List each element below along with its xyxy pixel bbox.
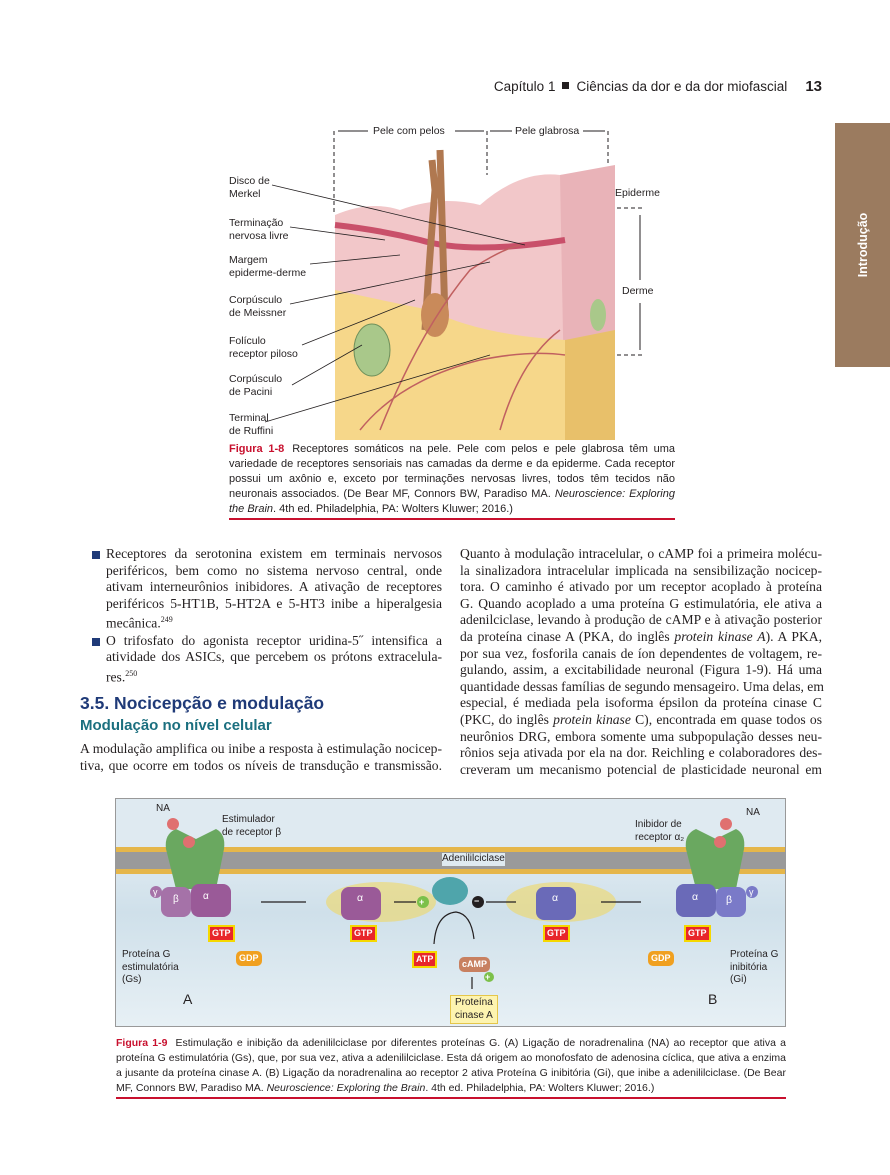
atp-badge: ATP [412, 951, 437, 968]
square-bullet-icon [92, 551, 100, 559]
line: Inibidor de [635, 819, 682, 830]
text-line: (PKC, do inglês protein kinase C), encontrada em quase todos os [460, 711, 822, 727]
caption-source: . 4th ed. Philadelphia, PA: Wolters Kluwer; 2016.) [425, 1082, 655, 1094]
beta-subunit-a: β [173, 894, 179, 905]
figure-label: Figura 1-9 [116, 1037, 168, 1049]
label-glabrous-skin: Pele glabrosa [515, 125, 580, 137]
line: de receptor β [222, 826, 282, 838]
figure-1-8 [0, 0, 890, 530]
receptor-label [229, 373, 282, 398]
plus-icon: + [419, 897, 425, 907]
label-line: receptor piloso [229, 347, 298, 360]
beta-subunit-b: β [726, 894, 733, 906]
panel-a-label: A [183, 991, 193, 1007]
bullet-item [92, 633, 442, 686]
label-adenylyl-cyclase: Adenililciclase [442, 853, 505, 864]
text-line: periféricos 5-HT1B, 5-HT2A e 5-HT3 inibe a hiperalgesia [106, 595, 442, 611]
text-line: rônios seja ativada por ela na dor. Reichling e colaboradores des- [460, 745, 822, 761]
left-paragraph [80, 741, 442, 774]
text-line [106, 612, 442, 632]
reference-number: 250 [125, 668, 138, 678]
divider [229, 518, 675, 520]
text-line: la sinalizadora intracelular implicada na sensibilização nocicep- [460, 562, 822, 578]
alpha-subunit-a: α [203, 891, 209, 902]
page-number: 13 [805, 78, 822, 95]
label-alpha2-inhibitor [635, 819, 684, 844]
alpha-subunit-free-a: α [357, 892, 364, 904]
figure-1-9 [115, 798, 786, 1027]
caption-source-title: Neuroscience: Exploring the Brain [229, 488, 675, 515]
text-line: ativam interneurônios inibidores. A ativação de receptores [106, 579, 442, 595]
line: estimulatória [122, 961, 179, 973]
figure-1-8-caption [229, 442, 675, 517]
text-line [106, 666, 442, 686]
label-line: de Ruffini [229, 424, 274, 437]
text-line: neurônios DRG, embora somente uma subpopulação desses neu- [460, 728, 822, 744]
plus-icon: + [485, 972, 491, 982]
alpha-subunit-free-b: α [552, 892, 559, 904]
text-line: Quanto à modulação intracelular, o cAMP foi a primeira molécu- [460, 546, 822, 561]
text-line: periféricos, bem como no sistema nervoso central, onde [106, 562, 442, 578]
reference-number: 249 [160, 615, 173, 625]
receptor-label [229, 335, 298, 360]
caption-text: Receptores somáticos na pele. Pele com pelos e pele glabrosa têm uma variedade de receptores sensoriais nas camadas da derme e da epiderme. Cada receptor possui um axônio e, exceto por terminações nervosas livres, todos têm tecidos não neuronais associados. (De Bear MF, Connors BW, Paradiso MA. [229, 443, 675, 500]
right-column [460, 546, 822, 778]
figure-1-9-caption [116, 1036, 786, 1096]
square-bullet-icon [92, 638, 100, 646]
minus-icon: − [474, 896, 480, 906]
label-line: Disco de [229, 175, 270, 187]
gtp-badge: GTP [543, 925, 570, 942]
text-line: quantidade dessas famílias de segundo mensageiro. Uma delas, em [460, 678, 824, 694]
line: cinase A [455, 1009, 493, 1021]
bullet-item [92, 546, 442, 633]
label-line: Terminação [229, 217, 284, 229]
line: receptor α₂ [635, 831, 685, 843]
gtp-badge: GTP [684, 925, 711, 942]
section-heading: 3.5. Nocicepção e modulação [80, 693, 325, 713]
label-gi [730, 949, 778, 987]
text-line: res. [106, 669, 126, 685]
figure-label: Figura 1-8 [229, 443, 285, 455]
text-line: G. Quando acoplado a uma proteína G estimulatória, ele ativa a [460, 595, 822, 611]
caption-source: . 4th ed. Philadelphia, PA: Wolters Kluwer; 2016.) [273, 503, 513, 515]
text-line: O trifosfato do agonista receptor uridina-5˝ intensifica a [106, 632, 442, 648]
text-line: mecânica. [106, 615, 161, 631]
text-line: da proteína cinase A (PKA, do inglês protein kinase A). A PKA, [460, 628, 823, 644]
text-line: creveram um mecanismo potencial de plasticidade neuronal em [460, 761, 822, 777]
label-line: Folículo [229, 335, 266, 347]
text-line: atividade dos ASICs, que percebem os prótons extracelula- [106, 649, 442, 665]
gdp-badge: GDP [236, 951, 262, 966]
panel-b-label: B [708, 991, 718, 1007]
adenylyl-cyclase-diagram [116, 799, 786, 1027]
text-line: por sua vez, fosforila canais de íon dependentes de voltagem, re- [460, 645, 822, 661]
line: Proteína G [122, 949, 171, 960]
subsection-heading: Modulação no nível celular [80, 717, 272, 734]
line: (Gi) [730, 974, 747, 985]
pka-box [450, 995, 498, 1024]
text-line: especial, é mediada pela isoforma épsilon da proteína cinase C [460, 695, 822, 711]
label-line: nervosa livre [229, 229, 289, 242]
line: (Gs) [122, 974, 142, 985]
label-na-right: NA [746, 807, 760, 818]
caption-text: Estimulação e inibição da adenililciclase por diferentes proteínas G. (A) Ligação de noradrenalina (NA) ao receptor que ativa a proteína G estimulatória (Gs), que, por sua vez, ativa a adenililciclase. Esta dá origem ao monofosfato de adenosina cíclica, que ativa a enzima a jusante da proteína cinase A. (B) Ligação da noradrenalina ao receptor 2 ativa Proteína G inibitória (Gi), que inibe a adenililciclase. (De Bear MF, Connors BW, Paradiso MA. [116, 1037, 786, 1094]
alpha-subunit-b: α [692, 891, 699, 903]
label-na-left: NA [156, 803, 170, 814]
text-line: adenilciclase, levando à produção de cAMP e à ativação posterior [460, 612, 822, 628]
text-line: A modulação amplifica ou inibe a resposta à estimulação nocicep- [80, 741, 442, 756]
label-line: Terminal [229, 412, 269, 424]
label-beta-stimulator [222, 814, 281, 839]
label-line: Corpúsculo [229, 373, 283, 385]
gtp-badge: GTP [350, 925, 377, 942]
text-line: tiva, que ocorre em todos os níveis de transdução e transmissão. [80, 757, 442, 773]
receptor-label [229, 217, 289, 242]
left-column [92, 546, 442, 686]
gtp-badge: GTP [208, 925, 235, 942]
line: Proteína G [730, 949, 779, 960]
gdp-badge: GDP [648, 951, 674, 966]
gamma-subunit-b: γ [749, 887, 754, 897]
receptor-label [229, 254, 306, 279]
text-line: gulando, assim, a excitabilidade neuronal (Figura 1-9). Há uma [460, 662, 822, 678]
gamma-subunit-a: γ [153, 887, 158, 897]
label-gs [122, 949, 179, 987]
label-line: Merkel [229, 187, 261, 200]
label-dermis: Derme [622, 285, 654, 297]
label-line: epiderme-derme [229, 266, 307, 279]
line: Proteína [455, 997, 493, 1008]
receptor-label [229, 412, 273, 437]
label-epidermis: Epiderme [615, 187, 660, 199]
text-line: Receptores da serotonina existem em terminais nervosos [106, 546, 442, 561]
label-hairy-skin: Pele com pelos [373, 125, 445, 137]
receptor-label [229, 175, 270, 200]
chapter-label: Capítulo 1 [493, 79, 556, 94]
label-line: de Meissner [229, 306, 287, 319]
label-line: Margem [229, 254, 268, 266]
text-line: tora. O caminho é ativado por um receptor acoplado à proteína [460, 579, 822, 595]
section-tab-label: Introdução [855, 212, 870, 278]
line: Estimulador [222, 814, 275, 825]
chapter-title: Ciências da dor e da dor miofascial [576, 79, 788, 94]
receptor-label [229, 294, 286, 319]
divider [116, 1097, 786, 1099]
label-line: Corpúsculo [229, 294, 283, 306]
caption-source-title: Neuroscience: Exploring the Brain [266, 1082, 426, 1094]
line: inibitória [730, 961, 768, 973]
camp-badge: cAMP [459, 957, 490, 972]
label-line: de Pacini [229, 385, 273, 398]
